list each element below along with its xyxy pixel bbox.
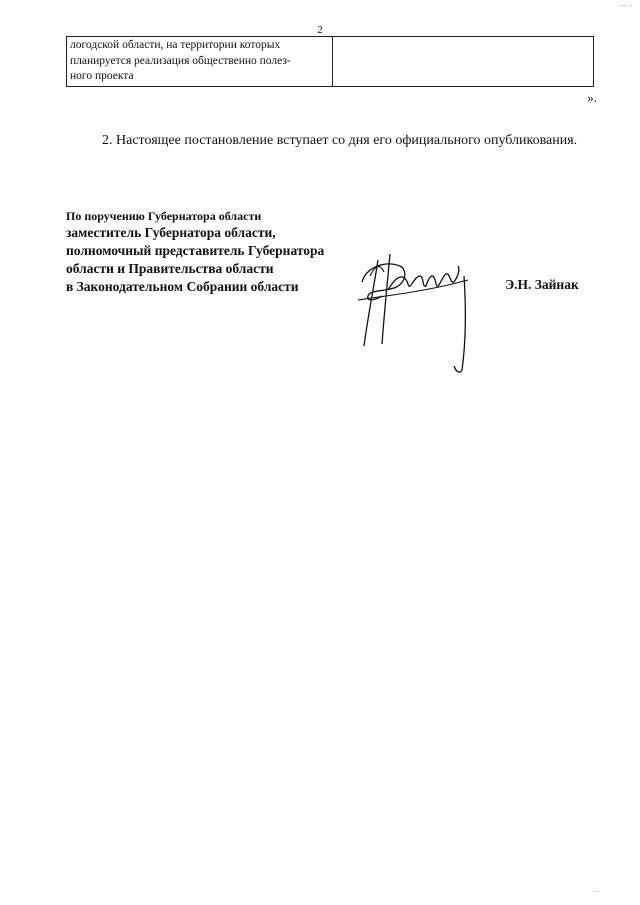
signatory-name: Э.Н. Зайнак [505,277,579,292]
cell-text-line: ного проекта [70,70,134,82]
signatory-title-line: заместитель Губернатора области, [66,225,276,240]
cell-text-line: планируется реализация общественно полез- [70,54,291,67]
signatory-title-line: в Законодательном Собрании области [66,279,299,294]
closing-quote: ». [587,90,597,105]
table-fragment [66,36,594,87]
handwritten-signature [354,246,474,380]
resolution-paragraph: 2. Настоящее постановление вступает со дня его официального опубликования. [102,133,578,148]
scan-artifact-top: ..,.. , [619,0,632,8]
signatory-block [66,208,324,296]
signatory-on-behalf: По поручению Губернатора области [66,209,262,223]
signatory-title-line: полномочный представитель Губернатора [66,243,325,258]
table-row [67,37,594,87]
cell-text-line: логодской области, на территории которых [70,39,281,51]
scan-artifact-bottom: ... [594,886,600,894]
table-cell-empty [333,37,594,87]
signatory-title-line: области и Правительства области [66,261,274,276]
table-cell-description [67,37,333,87]
page-number: 2 [317,24,323,36]
